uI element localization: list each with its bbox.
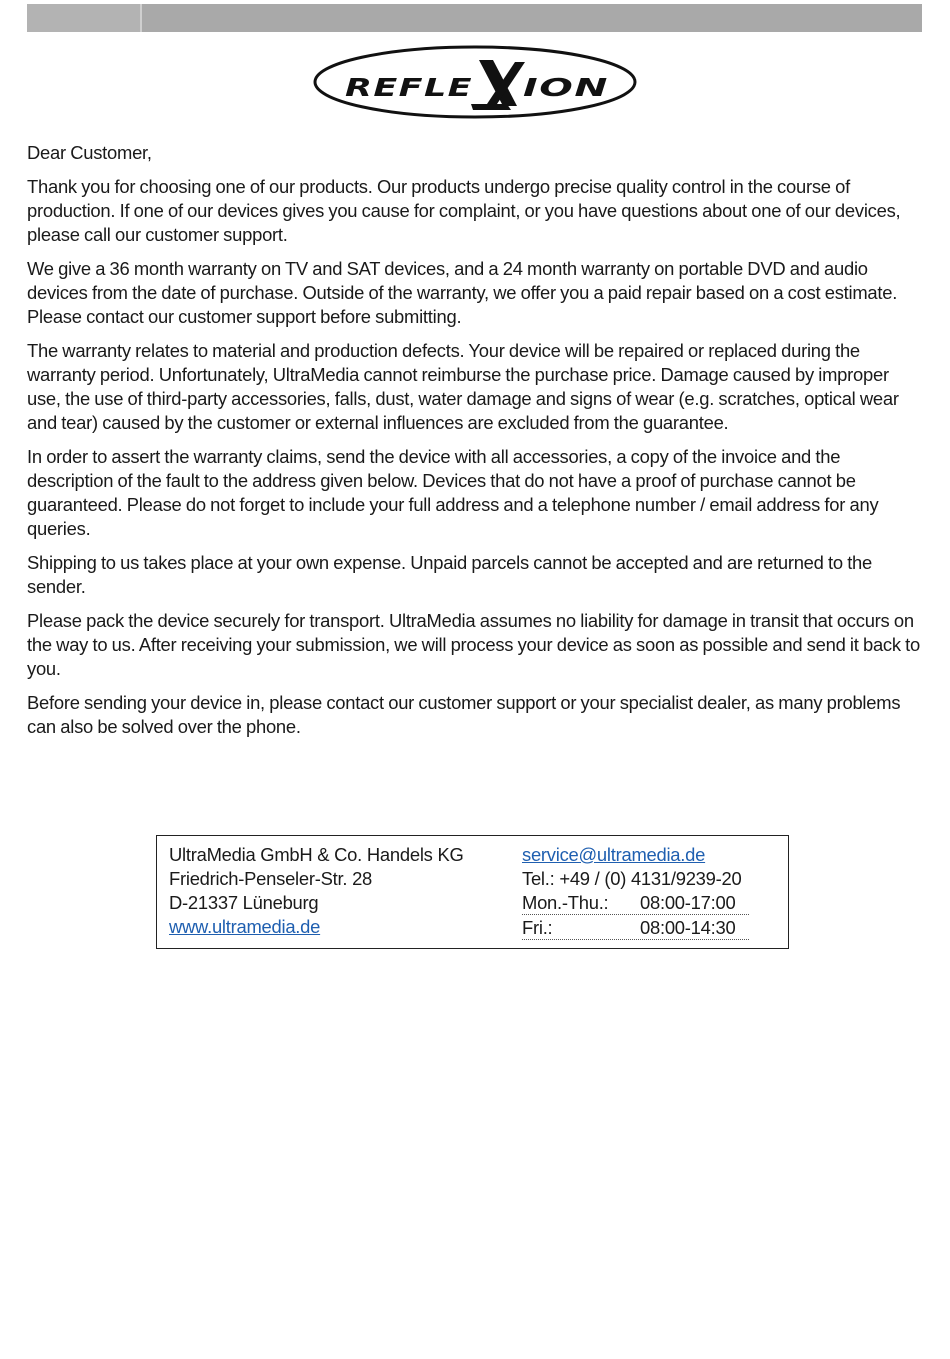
svg-text:ION: ION — [523, 73, 609, 102]
hours-days: Fri.: — [522, 917, 553, 938]
paragraph-warranty-period: We give a 36 month warranty on TV and SAT devices, and a 24 month warranty on portable DVD and audio devices from the date of purchase. Outside of the warranty, we offer you a paid repair based on a cost estimate. Please contact our customer support before submitting. — [27, 258, 898, 327]
paragraph-quality: Thank you for choosing one of our products. Our products undergo precise quality control in the course of production. If one of our devices gives you cause for complaint, or you have questions about one of our devices, please call our customer support. — [27, 176, 901, 245]
hours-days: Mon.-Thu.: — [522, 892, 609, 913]
hours-time: 08:00-14:30 — [640, 917, 736, 938]
letter-body — [27, 141, 925, 749]
company-name: UltraMedia GmbH & Co. Handels KG — [169, 844, 464, 865]
paragraph-packing: Please pack the device securely for transport. UltraMedia assumes no liability for damage in transit that occurs on the way to us. After receiving your submission, we will process your device as soon as possible and send it back to you. — [27, 610, 921, 679]
paragraph-contact-first: Before sending your device in, please contact our customer support or your specialist dealer, as many problems can also be solved over the phone. — [27, 692, 901, 737]
contact-box — [156, 835, 789, 949]
address-column — [169, 843, 464, 939]
paragraph-warranty-scope: The warranty relates to material and production defects. Your device will be repaired or replaced during the warranty period. Unfortunately, UltraMedia cannot reimburse the purchase price. Damage caused by improper use, the use of third-party accessories, falls, dust, water damage and signs of wear (e.g. scratches, optical wear and tear) caused by the customer or external influences are excluded from the guarantee. — [27, 340, 899, 433]
salutation: Dear Customer, — [27, 142, 152, 163]
header-bar — [27, 4, 922, 32]
website-link[interactable]: www.ultramedia.de — [169, 916, 321, 937]
header-bar-segment — [27, 4, 142, 32]
city-address: D-21337 Lüneburg — [169, 892, 319, 913]
svg-text:REFLE: REFLE — [345, 73, 473, 102]
hours-row — [522, 891, 749, 915]
paragraph-claims: In order to assert the warranty claims, send the device with all accessories, a copy of the invoice and the description of the fault to the address given below. Devices that do not have a proof of purchase cannot be guaranteed. Please do not forget to include your full address and a telephone number / email address for any queries. — [27, 446, 879, 539]
email-link[interactable]: service@ultramedia.de — [522, 844, 706, 865]
reflexion-logo — [311, 44, 639, 122]
hours-time: 08:00-17:00 — [640, 892, 736, 913]
street-address: Friedrich-Penseler-Str. 28 — [169, 868, 373, 889]
paragraph-shipping: Shipping to us takes place at your own expense. Unpaid parcels cannot be accepted and are returned to the sender. — [27, 552, 873, 597]
support-column — [522, 843, 749, 941]
hours-row — [522, 916, 749, 940]
phone-number: Tel.: +49 / (0) 4131/9239-20 — [522, 868, 742, 889]
